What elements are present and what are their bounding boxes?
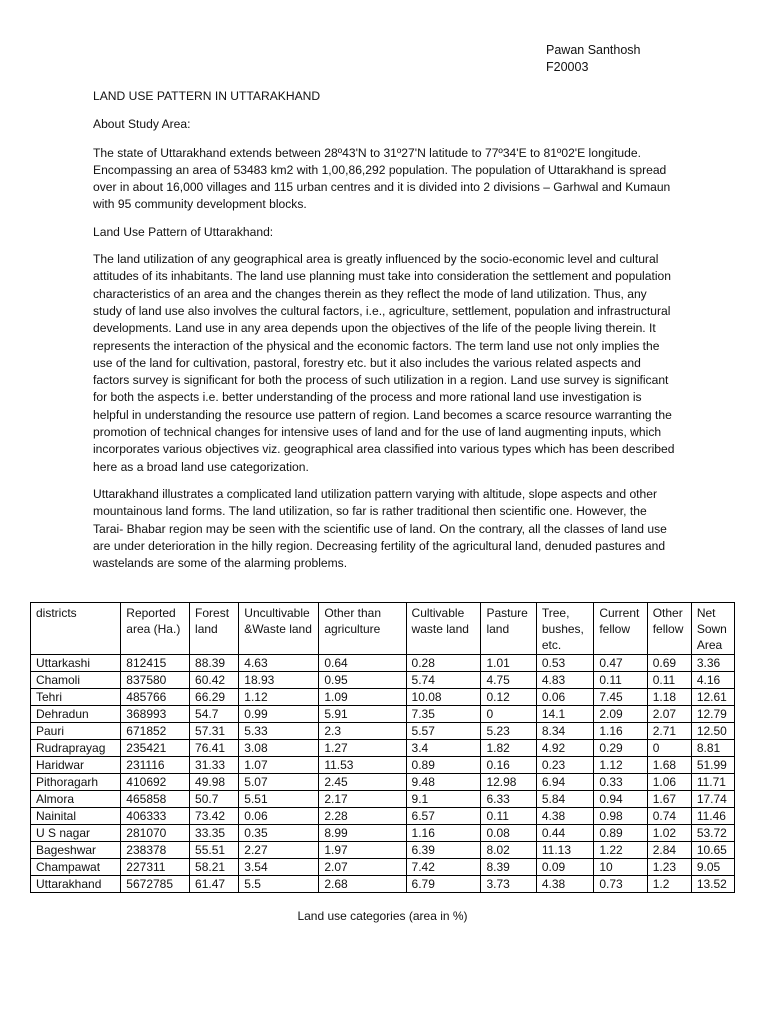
- table-cell: 368993: [121, 706, 190, 723]
- district-name-cell: Uttarakhand: [31, 876, 121, 893]
- table-cell: 4.83: [536, 672, 593, 689]
- table-cell: 671852: [121, 723, 190, 740]
- table-cell: 53.72: [691, 825, 734, 842]
- table-row: [31, 723, 735, 740]
- district-name-cell: Tehri: [31, 689, 121, 706]
- table-row: [31, 706, 735, 723]
- table-cell: 2.28: [319, 808, 406, 825]
- table-row: [31, 672, 735, 689]
- table-cell: 5.23: [481, 723, 536, 740]
- table-cell: 5.51: [239, 791, 319, 808]
- table-cell: 11.46: [691, 808, 734, 825]
- table-cell: 5.91: [319, 706, 406, 723]
- table-cell: 12.50: [691, 723, 734, 740]
- district-name-cell: Almora: [31, 791, 121, 808]
- table-cell: 17.74: [691, 791, 734, 808]
- table-cell: 3.08: [239, 740, 319, 757]
- table-row: [31, 876, 735, 893]
- table-cell: 1.01: [481, 655, 536, 672]
- table-cell: 11.71: [691, 774, 734, 791]
- table-cell: 0.29: [594, 740, 647, 757]
- section-heading-study-area: About Study Area:: [93, 117, 191, 132]
- table-cell: 0.95: [319, 672, 406, 689]
- district-name-cell: Pithoragarh: [31, 774, 121, 791]
- table-cell: 0.23: [536, 757, 593, 774]
- table-cell: 1.07: [239, 757, 319, 774]
- table-cell: 9.48: [406, 774, 481, 791]
- document-title: LAND USE PATTERN IN UTTARAKHAND: [93, 89, 321, 103]
- paragraph-study-area: The state of Uttarakhand extends between 28º43'N to 31º27'N latitude to 77º34'E to 81º02'E longitude. Encompassing an area of 53483 km2 with 1,00,86,292 population. The population of Uttarakhand is spread over in about 16,000 villages and 115 urban centres and it is divided into 2 divisions – Garhwal and Kumaun with 95 community development blocks.: [93, 145, 671, 212]
- table-cell: 1.27: [319, 740, 406, 757]
- table-row: [31, 757, 735, 774]
- table-cell: 9.1: [406, 791, 481, 808]
- table-cell: 4.38: [536, 808, 593, 825]
- table-cell: 7.45: [594, 689, 647, 706]
- table-cell: 0.99: [239, 706, 319, 723]
- table-cell: 0.06: [239, 808, 319, 825]
- table-cell: 1.68: [647, 757, 691, 774]
- table-cell: 8.81: [691, 740, 734, 757]
- table-cell: 8.02: [481, 842, 536, 859]
- table-cell: 51.99: [691, 757, 734, 774]
- table-cell: 5.5: [239, 876, 319, 893]
- table-row: [31, 808, 735, 825]
- table-cell: 14.1: [536, 706, 593, 723]
- table-cell: 33.35: [190, 825, 239, 842]
- table-cell: 1.97: [319, 842, 406, 859]
- table-cell: 6.79: [406, 876, 481, 893]
- table-cell: 837580: [121, 672, 190, 689]
- table-cell: 61.47: [190, 876, 239, 893]
- table-cell: 55.51: [190, 842, 239, 859]
- table-cell: 4.38: [536, 876, 593, 893]
- table-cell: 485766: [121, 689, 190, 706]
- table-cell: 5.74: [406, 672, 481, 689]
- table-cell: 2.3: [319, 723, 406, 740]
- district-name-cell: Uttarkashi: [31, 655, 121, 672]
- table-cell: 3.36: [691, 655, 734, 672]
- table-cell: 11.53: [319, 757, 406, 774]
- table-cell: 12.98: [481, 774, 536, 791]
- table-body: [31, 655, 735, 893]
- table-cell: 465858: [121, 791, 190, 808]
- table-cell: 281070: [121, 825, 190, 842]
- table-cell: 0.06: [536, 689, 593, 706]
- table-row: [31, 655, 735, 672]
- table-cell: 0.12: [481, 689, 536, 706]
- table-cell: 2.45: [319, 774, 406, 791]
- table-cell: 66.29: [190, 689, 239, 706]
- table-cell: 0.89: [594, 825, 647, 842]
- table-cell: 0.09: [536, 859, 593, 876]
- table-cell: 2.17: [319, 791, 406, 808]
- table-cell: 54.7: [190, 706, 239, 723]
- section-heading-land-use: Land Use Pattern of Uttarakhand:: [93, 224, 274, 239]
- table-cell: 0.28: [406, 655, 481, 672]
- table-cell: 1.2: [647, 876, 691, 893]
- table-cell: 73.42: [190, 808, 239, 825]
- district-name-cell: Dehradun: [31, 706, 121, 723]
- table-cell: 58.21: [190, 859, 239, 876]
- column-header: Tree, bushes, etc.: [536, 603, 593, 655]
- table-cell: 11.13: [536, 842, 593, 859]
- table-cell: 10.08: [406, 689, 481, 706]
- table-cell: 0.08: [481, 825, 536, 842]
- table-cell: 0.73: [594, 876, 647, 893]
- column-header: Other than agriculture: [319, 603, 406, 655]
- table-cell: 0.74: [647, 808, 691, 825]
- table-cell: 1.67: [647, 791, 691, 808]
- table-cell: 57.31: [190, 723, 239, 740]
- table-cell: 0.33: [594, 774, 647, 791]
- district-name-cell: Nainital: [31, 808, 121, 825]
- column-header: Other fellow: [647, 603, 691, 655]
- table-cell: 5.07: [239, 774, 319, 791]
- author-block: [546, 42, 641, 76]
- table-cell: 0.11: [481, 808, 536, 825]
- table-cell: 9.05: [691, 859, 734, 876]
- table-cell: 1.12: [239, 689, 319, 706]
- document-body: [93, 88, 678, 582]
- table-cell: 2.07: [647, 706, 691, 723]
- district-name-cell: Bageshwar: [31, 842, 121, 859]
- table-cell: 88.39: [190, 655, 239, 672]
- table-cell: 235421: [121, 740, 190, 757]
- table-cell: 5.57: [406, 723, 481, 740]
- author-name: Pawan Santhosh: [546, 43, 641, 57]
- author-id: F20003: [546, 60, 589, 74]
- table-cell: 0.53: [536, 655, 593, 672]
- table-cell: 18.93: [239, 672, 319, 689]
- table-cell: 10.65: [691, 842, 734, 859]
- column-header: Cultivable waste land: [406, 603, 481, 655]
- table-cell: 6.94: [536, 774, 593, 791]
- table-cell: 0.69: [647, 655, 691, 672]
- table-cell: 231116: [121, 757, 190, 774]
- table-row: [31, 842, 735, 859]
- table-cell: 1.23: [647, 859, 691, 876]
- table-cell: 0.11: [647, 672, 691, 689]
- table-cell: 1.12: [594, 757, 647, 774]
- table-cell: 6.57: [406, 808, 481, 825]
- table-caption: Land use categories (area in %): [297, 909, 468, 923]
- district-name-cell: Champawat: [31, 859, 121, 876]
- table-cell: 0.98: [594, 808, 647, 825]
- table-cell: 0: [481, 706, 536, 723]
- table-cell: 4.75: [481, 672, 536, 689]
- column-header: districts: [31, 603, 121, 655]
- paragraph-land-use-1: The land utilization of any geographical area is greatly influenced by the socio-economic level and cultural attitudes of its inhabitants. The land use planning must take into consideration the settlement and population characteristics of an area and the changes therein as they reflect the mode of land utilization. Thus, any study of land use also involves the cultural factors, i.e., agriculture, settlement, population and infrastructural developments. Land use in any area depends upon the objectives of the life of the people living therein. It represents the interaction of the physical and the economic factors. The term land use not only implies the use of the land for cultivation, pastoral, forestry etc. but it also includes the various related aspects and factors survey is significant for both the process of such utilization in a region. Land use survey is significant for both the aspects i.e. better understanding of the process and more rational land use investigation is helpful in understanding the resource use pattern of region. Land becomes a scarce resource warranting the promotion of technical changes for intensive uses of land and for the use of land augmenting inputs, which incorporates various objectives viz. geographical area classified into various types which has been described here as a broad land use categorization.: [93, 252, 675, 474]
- table-cell: 6.33: [481, 791, 536, 808]
- table-cell: 1.82: [481, 740, 536, 757]
- table-cell: 0.44: [536, 825, 593, 842]
- table-cell: 238378: [121, 842, 190, 859]
- table-cell: 4.63: [239, 655, 319, 672]
- district-name-cell: Rudraprayag: [31, 740, 121, 757]
- table-cell: 5672785: [121, 876, 190, 893]
- table-cell: 13.52: [691, 876, 734, 893]
- table-cell: 2.07: [319, 859, 406, 876]
- table-cell: 2.84: [647, 842, 691, 859]
- table-cell: 1.22: [594, 842, 647, 859]
- table-cell: 0: [647, 740, 691, 757]
- table-cell: 0.11: [594, 672, 647, 689]
- table-cell: 0.89: [406, 757, 481, 774]
- table-row: [31, 791, 735, 808]
- table-cell: 0.16: [481, 757, 536, 774]
- table-cell: 1.02: [647, 825, 691, 842]
- table-cell: 1.18: [647, 689, 691, 706]
- table-row: [31, 825, 735, 842]
- table-cell: 7.42: [406, 859, 481, 876]
- table-cell: 1.09: [319, 689, 406, 706]
- table-cell: 5.33: [239, 723, 319, 740]
- table-row: [31, 689, 735, 706]
- table-row: [31, 774, 735, 791]
- district-name-cell: Haridwar: [31, 757, 121, 774]
- table-cell: 2.09: [594, 706, 647, 723]
- table-row: [31, 740, 735, 757]
- table-cell: 0.35: [239, 825, 319, 842]
- district-name-cell: Pauri: [31, 723, 121, 740]
- table-header-row: [31, 603, 735, 655]
- table-cell: 8.99: [319, 825, 406, 842]
- district-name-cell: Chamoli: [31, 672, 121, 689]
- table-cell: 60.42: [190, 672, 239, 689]
- column-header: Reported area (Ha.): [121, 603, 190, 655]
- table-cell: 812415: [121, 655, 190, 672]
- table-cell: 31.33: [190, 757, 239, 774]
- table-cell: 7.35: [406, 706, 481, 723]
- table-cell: 2.71: [647, 723, 691, 740]
- table-cell: 8.39: [481, 859, 536, 876]
- table-cell: 2.27: [239, 842, 319, 859]
- column-header: Uncultivable &Waste land: [239, 603, 319, 655]
- table-cell: 0.47: [594, 655, 647, 672]
- district-name-cell: U S nagar: [31, 825, 121, 842]
- table-cell: 2.68: [319, 876, 406, 893]
- table-cell: 12.79: [691, 706, 734, 723]
- table-cell: 406333: [121, 808, 190, 825]
- column-header: Current fellow: [594, 603, 647, 655]
- table-cell: 3.73: [481, 876, 536, 893]
- table-cell: 5.84: [536, 791, 593, 808]
- paragraph-land-use-2: Uttarakhand illustrates a complicated land utilization pattern varying with altitude, slope aspects and other mountainous land forms. The land utilization, so far is rather traditional then scientific one. However, the Tarai- Bhabar region may be seen with the scientific use of land. On the contrary, all the classes of land use are under deterioration in the hilly region. Decreasing fertility of the agricultural land, denuded pastures and wastelands are some of the alarming problems.: [93, 486, 667, 571]
- table-cell: 6.39: [406, 842, 481, 859]
- land-use-table: [30, 602, 735, 893]
- column-header: Forest land: [190, 603, 239, 655]
- table-cell: 4.16: [691, 672, 734, 689]
- table-cell: 4.92: [536, 740, 593, 757]
- table-cell: 1.16: [594, 723, 647, 740]
- table-cell: 8.34: [536, 723, 593, 740]
- table-cell: 1.16: [406, 825, 481, 842]
- table-cell: 1.06: [647, 774, 691, 791]
- table-cell: 0.64: [319, 655, 406, 672]
- table-cell: 10: [594, 859, 647, 876]
- table-cell: 50.7: [190, 791, 239, 808]
- table-cell: 410692: [121, 774, 190, 791]
- table-cell: 12.61: [691, 689, 734, 706]
- column-header: Pasture land: [481, 603, 536, 655]
- table-cell: 3.4: [406, 740, 481, 757]
- table-cell: 0.94: [594, 791, 647, 808]
- column-header: Net Sown Area: [691, 603, 734, 655]
- table-cell: 76.41: [190, 740, 239, 757]
- table-cell: 3.54: [239, 859, 319, 876]
- table-cell: 227311: [121, 859, 190, 876]
- table-cell: 49.98: [190, 774, 239, 791]
- table-row: [31, 859, 735, 876]
